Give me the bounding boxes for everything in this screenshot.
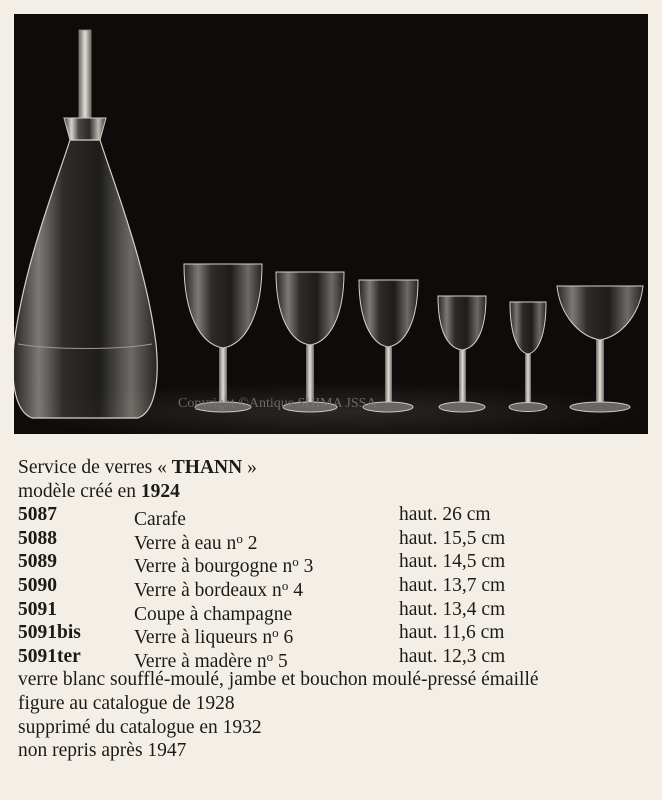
item-height: haut. 13,7 cm — [399, 574, 506, 596]
service-title — [18, 456, 658, 480]
item-height: haut. 11,6 cm — [399, 622, 505, 644]
item-row — [18, 550, 658, 578]
item-name: Verre à bourgogne $n^o$ 3 — [134, 554, 314, 578]
item-height: haut. 15,5 cm — [399, 527, 506, 549]
item-number: 5088 — [18, 527, 57, 549]
item-number: 5087 — [18, 504, 57, 526]
item-height: haut. 26 cm — [399, 504, 491, 526]
catalogue-note: figure au catalogue de 1928 — [18, 692, 235, 714]
item-row — [18, 645, 658, 672]
item-number: 5091ter — [18, 645, 81, 667]
item-name: Verre à liqueurs $n^o$ 6 — [134, 625, 294, 649]
item-name: Verre à madère $n^o$ 5 — [134, 648, 288, 672]
service-name: THANN — [171, 457, 243, 478]
item-number: 5091bis — [18, 622, 81, 644]
item-height: haut. 13,4 cm — [399, 598, 506, 620]
model-created-line — [18, 480, 658, 504]
not-resumed-note: non repris après 1947 — [18, 740, 187, 762]
item-number: 5089 — [18, 551, 57, 573]
model-prefix: modèle créé en — [18, 480, 141, 502]
removed-note: supprimé du catalogue en 1932 — [18, 716, 262, 738]
item-name: Verre à bordeaux $n^o$ 4 — [134, 577, 303, 601]
title-prefix: Service de verres « — [18, 457, 172, 478]
title-suffix: » — [242, 457, 257, 478]
item-row — [18, 527, 658, 554]
item-number: 5091 — [18, 598, 57, 620]
glassware-photo — [14, 14, 648, 434]
item-name: Coupe à champagne — [134, 603, 293, 625]
item-height: haut. 14,5 cm — [399, 551, 506, 573]
item-height: haut. 12,3 cm — [399, 645, 506, 667]
item-row — [18, 598, 658, 625]
item-number: 5090 — [18, 574, 57, 596]
model-year: 1924 — [140, 480, 180, 502]
item-name: Verre à eau $n^o$ 2 — [134, 530, 258, 554]
item-name: Carafe — [134, 509, 186, 531]
item-row — [18, 503, 658, 531]
item-row — [18, 574, 658, 601]
item-row — [18, 621, 658, 649]
product-description — [18, 456, 658, 763]
product-photo — [14, 14, 648, 434]
watermark-text: Copyright ©Antique SHIMA JSSA — [178, 396, 377, 411]
material-note: verre blanc soufflé-moulé, jambe et bouchon moulé-pressé émaillé — [18, 669, 539, 691]
